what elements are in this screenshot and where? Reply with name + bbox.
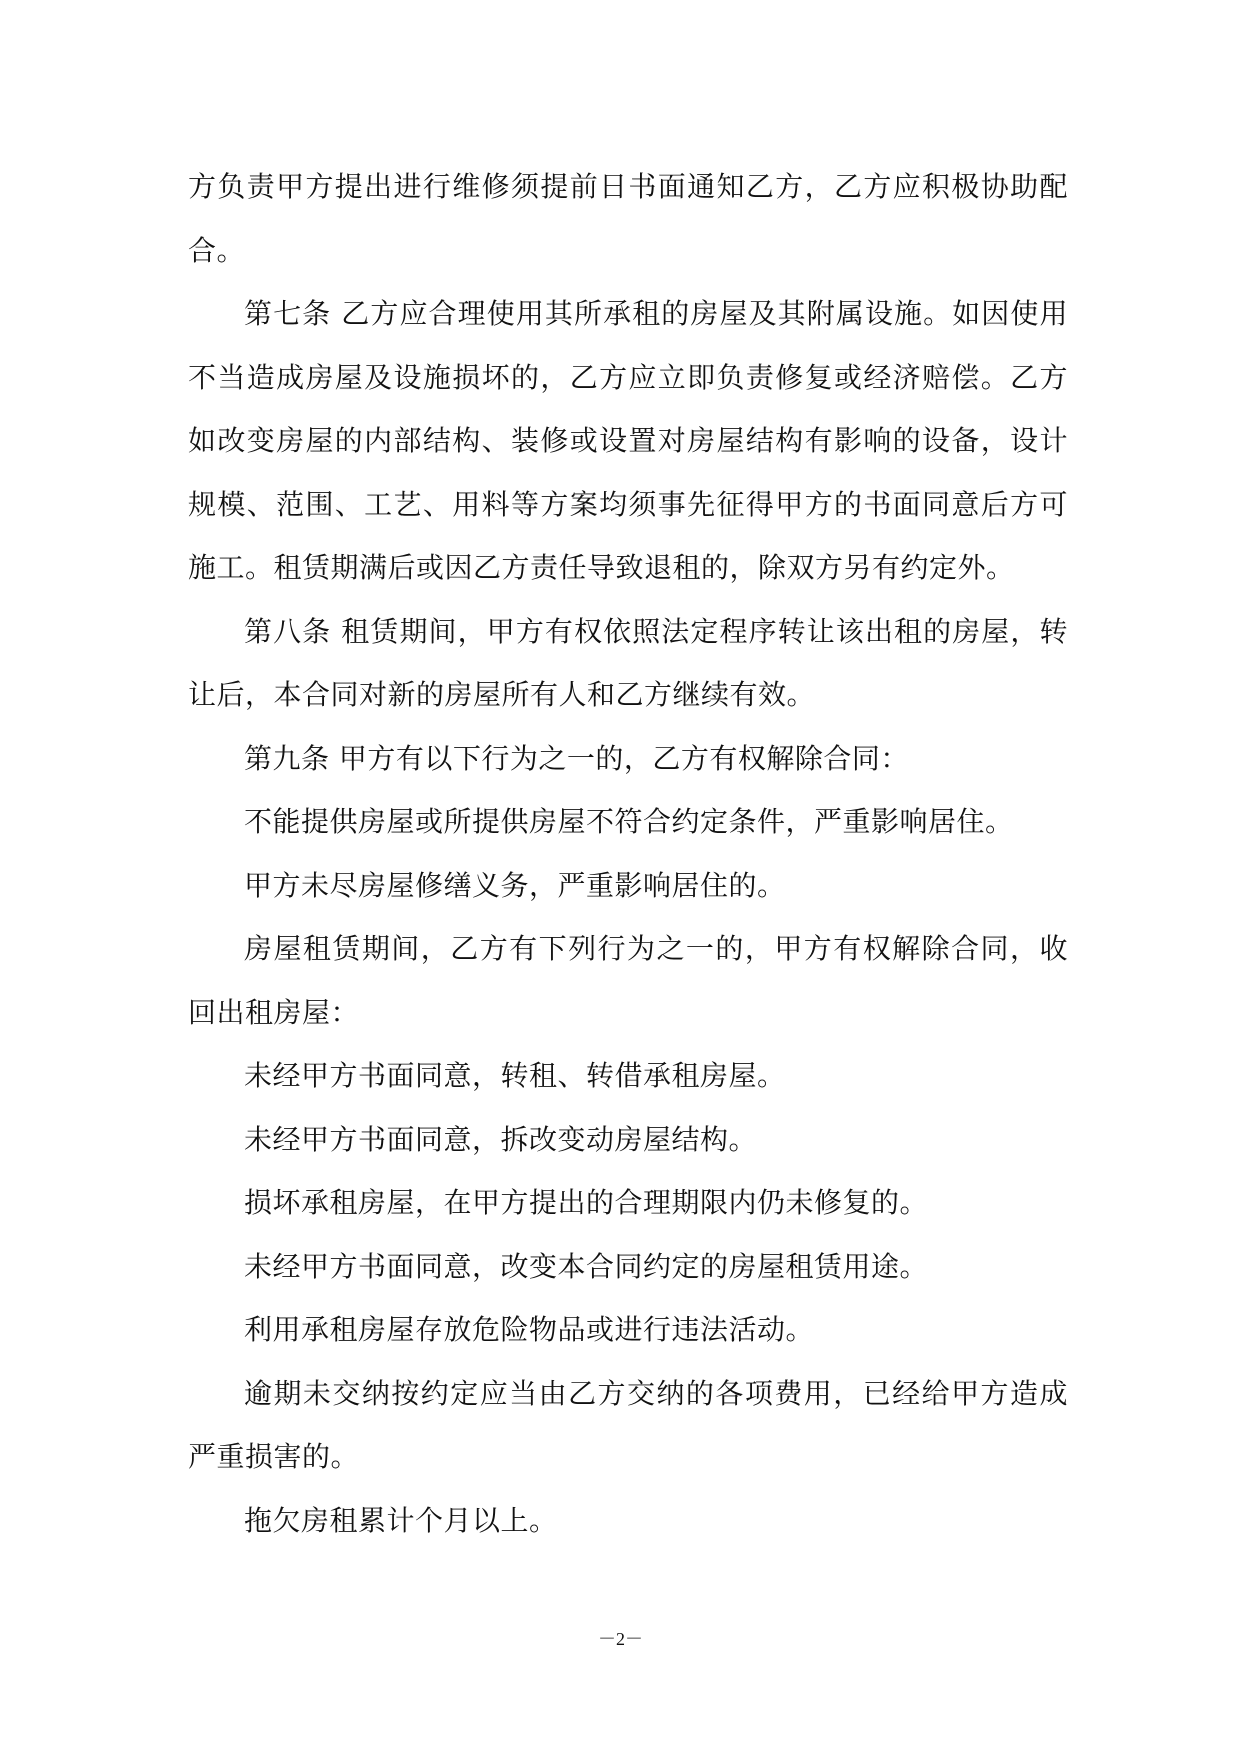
paragraph-clause: 损坏承租房屋，在甲方提出的合理期限内仍未修复的。 xyxy=(244,1186,929,1219)
paragraph-clause: 未经甲方书面同意，拆改变动房屋结构。 xyxy=(244,1122,758,1156)
paragraph-clause: 利用承租房屋存放危险物品或进行违法活动。 xyxy=(244,1313,815,1346)
paragraph-clause: 不能提供房屋或所提供房屋不符合约定条件，严重影响居住。 xyxy=(244,805,1014,838)
paragraph-article-7: 第七条 乙方应合理使用其所承租的房屋及其附属设施。如因使用不当造成房屋及设施损坏的，乙方应立即负责修复或经济赔偿。乙方如改变房屋的内部结构、装修或设置对房屋结构有影响的设备，设计规模、范围、工艺、用料等方案均须事先征得甲方的书面同意后方可施工。租赁期满后或因乙方责任导致退租的，除双方另有约定外。 xyxy=(188,297,1068,584)
paragraph-clause: 未经甲方书面同意，转租、转借承租房屋。 xyxy=(244,1059,786,1092)
document-body xyxy=(188,155,1068,1552)
paragraph-article-8: 第八条 租赁期间，甲方有权依照法定程序转让该出租的房屋，转让后，本合同对新的房屋所有人和乙方继续有效。 xyxy=(188,614,1068,711)
page-number: －2－ xyxy=(598,1629,643,1649)
paragraph-clause: 甲方未尽房屋修缮义务，严重影响居住的。 xyxy=(244,868,786,902)
paragraph-clause: 逾期未交纳按约定应当由乙方交纳的各项费用，已经给甲方造成严重损害的。 xyxy=(188,1376,1068,1473)
paragraph-clause: 房屋租赁期间，乙方有下列行为之一的，甲方有权解除合同，收回出租房屋： xyxy=(188,932,1068,1029)
paragraph-clause: 拖欠房租累计个月以上。 xyxy=(244,1503,558,1537)
paragraph-clause: 未经甲方书面同意，改变本合同约定的房屋租赁用途。 xyxy=(244,1249,929,1283)
paragraph-continuation: 方负责甲方提出进行维修须提前日书面通知乙方，乙方应积极协助配合。 xyxy=(188,170,1068,267)
paragraph-article-9: 第九条 甲方有以下行为之一的，乙方有权解除合同： xyxy=(244,741,909,775)
